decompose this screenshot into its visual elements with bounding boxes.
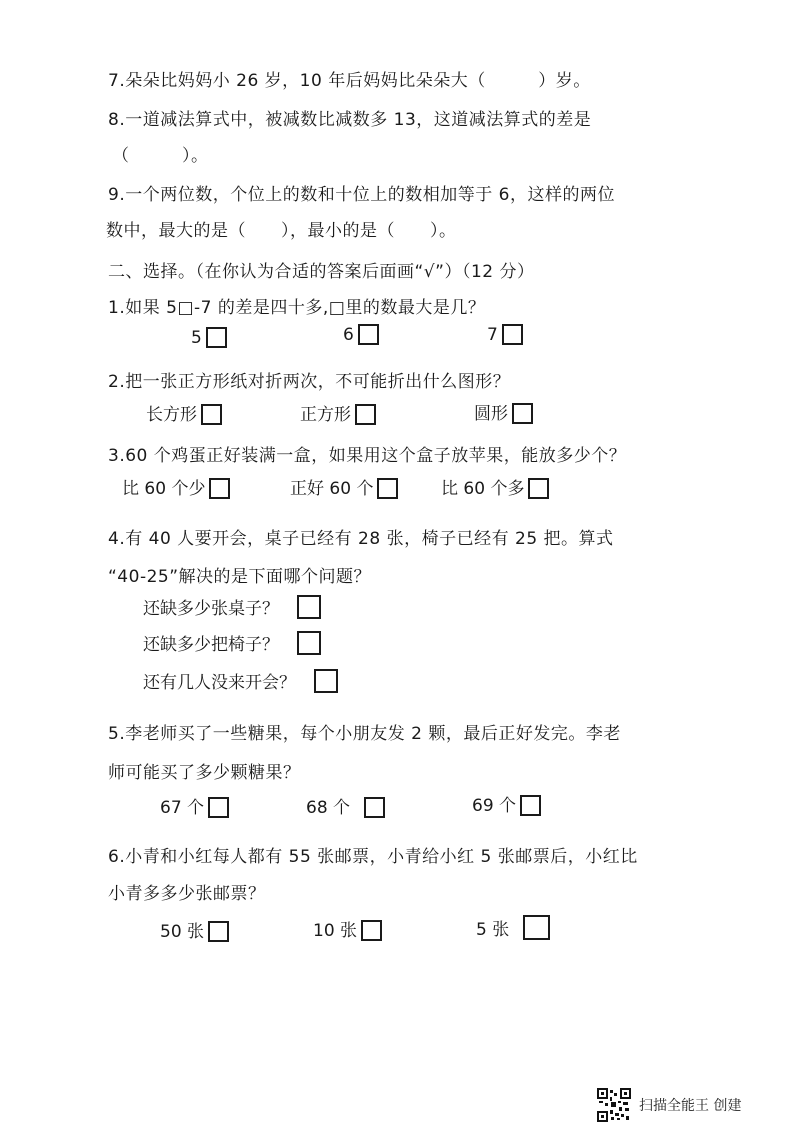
qr-code-icon	[597, 1088, 631, 1122]
q6-option-c[interactable]	[476, 915, 550, 940]
checkbox[interactable]	[201, 404, 222, 425]
section-heading: 二、选择。（在你认为合适的答案后面画“√”）（12 分）	[108, 262, 535, 282]
q1-option-c[interactable]	[487, 324, 523, 345]
checkbox[interactable]	[209, 478, 230, 499]
option-label: 50 张	[160, 922, 205, 942]
checkbox[interactable]	[377, 478, 398, 499]
option-label: 还缺多少张桌子？	[143, 599, 279, 619]
choice-question-3: 3.60 个鸡蛋正好装满一盒，如果用这个盒子放苹果，能放多少个？	[108, 446, 627, 466]
option-label: 67 个	[160, 798, 205, 818]
scanner-label: 扫描全能王 创建	[639, 1098, 742, 1114]
checkbox[interactable]	[208, 921, 229, 942]
question-8-line1: 8.一道减法算式中，被减数比减数多 13，这道减法算式的差是	[108, 110, 592, 130]
q4-option-b[interactable]	[143, 630, 321, 655]
q2-option-a[interactable]	[146, 400, 222, 425]
question-9-line1: 9.一个两位数，个位上的数和十位上的数相加等于 6，这样的两位	[108, 185, 615, 205]
q6-option-a[interactable]	[160, 917, 229, 942]
option-label: 比 60 个少	[122, 479, 206, 499]
checkbox[interactable]	[502, 324, 523, 345]
q1-option-a[interactable]	[191, 327, 227, 348]
checkbox[interactable]	[358, 324, 379, 345]
choice-question-4-line2: “40-25”解决的是下面哪个问题？	[108, 567, 372, 587]
question-8-line2: （ ）。	[112, 146, 209, 166]
checkbox[interactable]	[523, 915, 550, 940]
q3-option-a[interactable]	[122, 474, 230, 499]
q6-option-b[interactable]	[313, 916, 382, 941]
q3-option-b[interactable]	[290, 474, 398, 499]
scanner-footer	[597, 1088, 741, 1122]
option-label: 6	[343, 325, 354, 345]
option-label: 比 60 个多	[441, 479, 525, 499]
q5-option-c[interactable]	[472, 791, 541, 816]
q3-option-c[interactable]	[441, 474, 549, 499]
choice-question-5-line1: 5.李老师买了一些糖果，每个小朋友发 2 颗，最后正好发完。李老	[108, 724, 621, 744]
option-label: 还缺多少把椅子？	[143, 635, 279, 655]
option-label: 5 张	[476, 920, 510, 940]
choice-question-2: 2.把一张正方形纸对折两次，不可能折出什么图形？	[108, 372, 511, 392]
choice-question-1: 1.如果 5□-7 的差是四十多,□里的数最大是几？	[108, 298, 486, 318]
q5-option-a[interactable]	[160, 793, 229, 818]
checkbox[interactable]	[206, 327, 227, 348]
checkbox[interactable]	[314, 669, 338, 693]
choice-question-5-line2: 师可能买了多少颗糖果？	[108, 763, 301, 783]
option-label: 正好 60 个	[290, 479, 374, 499]
option-label: 正方形	[300, 405, 351, 425]
option-label: 69 个	[472, 796, 517, 816]
choice-question-4-line1: 4.有 40 人要开会，桌子已经有 28 张，椅子已经有 25 把。算式	[108, 529, 614, 549]
question-7: 7.朵朵比妈妈小 26 岁，10 年后妈妈比朵朵大（ ）岁。	[108, 71, 591, 91]
choice-question-6-line2: 小青多多少张邮票？	[108, 884, 266, 904]
q4-option-c[interactable]	[143, 668, 338, 693]
checkbox[interactable]	[208, 797, 229, 818]
option-label: 还有几人没来开会？	[143, 673, 296, 693]
q2-option-c[interactable]	[474, 399, 533, 424]
checkbox[interactable]	[364, 797, 385, 818]
option-label: 长方形	[146, 405, 197, 425]
question-9-line2: 数中，最大的是（ ），最小的是（ ）。	[106, 221, 457, 241]
checkbox[interactable]	[361, 920, 382, 941]
q5-option-b[interactable]	[306, 793, 385, 818]
option-label: 圆形	[474, 404, 508, 424]
option-label: 10 张	[313, 921, 358, 941]
option-label: 68 个	[306, 798, 351, 818]
checkbox[interactable]	[512, 403, 533, 424]
checkbox[interactable]	[297, 631, 321, 655]
option-label: 7	[487, 325, 498, 345]
q1-option-b[interactable]	[343, 324, 379, 345]
checkbox[interactable]	[528, 478, 549, 499]
choice-question-6-line1: 6.小青和小红每人都有 55 张邮票，小青给小红 5 张邮票后，小红比	[108, 847, 638, 867]
q2-option-b[interactable]	[300, 400, 376, 425]
checkbox[interactable]	[297, 595, 321, 619]
checkbox[interactable]	[520, 795, 541, 816]
checkbox[interactable]	[355, 404, 376, 425]
q4-option-a[interactable]	[143, 594, 321, 619]
option-label: 5	[191, 328, 202, 348]
